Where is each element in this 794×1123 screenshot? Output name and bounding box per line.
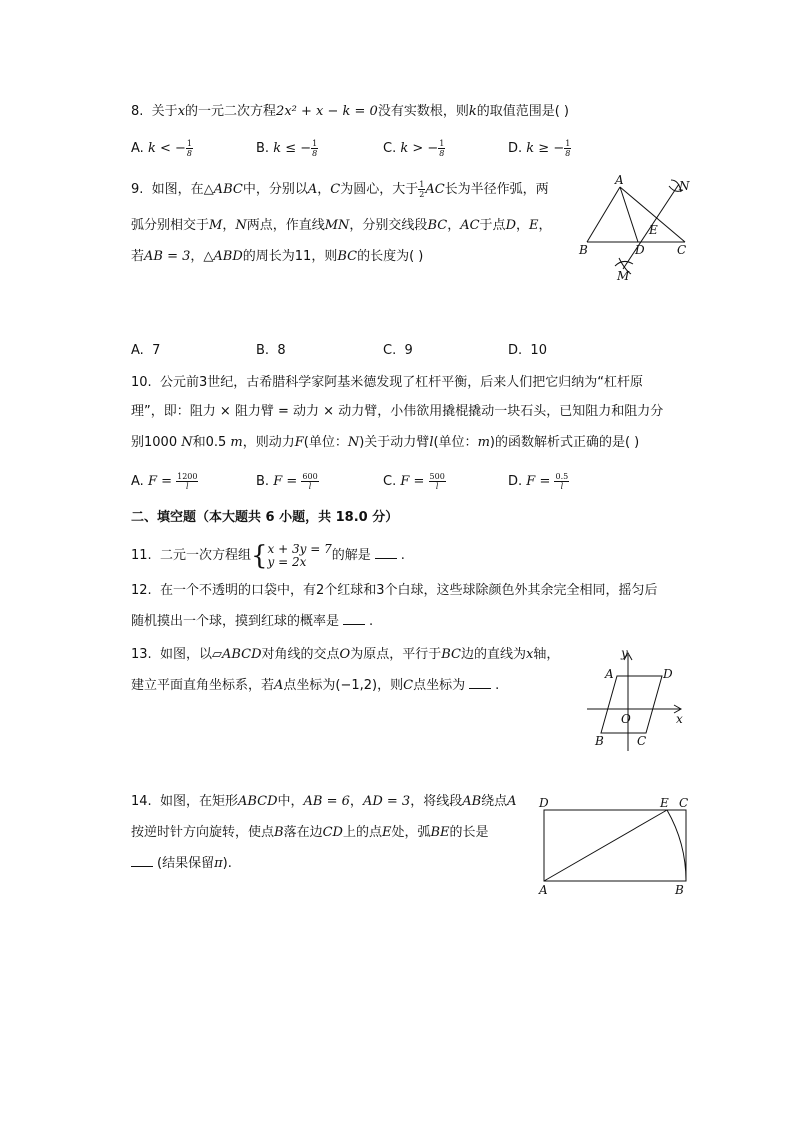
q14-label-e: E (660, 796, 669, 810)
q14-line-2: 按逆时针方向旋转，使点B落在边CD上的点E处，弧BE的长是 (131, 825, 489, 840)
q9-segment-ab (587, 187, 620, 242)
q14-label-a: A (539, 883, 548, 897)
q9-label-b: B (579, 243, 588, 257)
q8-option-c[interactable]: C. k > − $\frac{1}{8}$ (383, 139, 445, 158)
q11-answer-blank[interactable] (375, 546, 397, 559)
q13-label-d: D (663, 667, 673, 681)
q10-line-2: 理”，即：阻力 × 阻力臂 = 动力 × 动力臂，小伟欲用撬棍撬动一块石头，已知阻力和阻力分 (131, 404, 664, 419)
q14-label-b: B (675, 883, 684, 897)
q14-line-1: 14. 如图，在矩形ABCD中，AB = 6，AD = 3，将线段AB绕点A (131, 794, 517, 809)
q10-option-b[interactable]: B. F = $\frac{600}{l}$ (256, 472, 318, 491)
q9-label-a: A (615, 173, 624, 187)
q8-option-b[interactable]: B. k ≤ − $\frac{1}{8}$ (256, 139, 318, 158)
q13-label-x: x (676, 712, 683, 726)
q14-arc-be (667, 810, 686, 881)
q14-label-d: D (539, 796, 549, 810)
q11-brace: { (250, 540, 268, 571)
q11-stem: 11. 二元一次方程组{ x + 3y = 7 y = 2x 的解是 . (131, 540, 405, 571)
q14-figure-rectangle (533, 792, 698, 897)
q9-label-c: C (677, 243, 687, 257)
q9-line-3: 若AB = 3，△ABD的周长为11，则BC的长度为( ) (131, 249, 424, 264)
q13-parallelogram-abcd (601, 676, 662, 733)
q14-label-c: C (679, 796, 689, 810)
q9-option-c[interactable]: C. 9 (383, 343, 413, 358)
q13-line-1: 13. 如图，以▱ABCD对角线的交点O为原点，平行于BC边的直线为x轴， (131, 647, 560, 662)
q10-option-a[interactable]: A. F = $\frac{1200}{l}$ (131, 472, 198, 491)
q9-line-1: 9. 如图，在△ABC中，分别以A，C为圆心，大于 $\frac{1}{2}$ AC长为半径作弧，两 (131, 180, 549, 199)
q10-line-3: 别1000 N和0.5 m，则动力F(单位：N)关于动力臂l(单位：m)的函数解析式正确的是( ) (131, 435, 640, 450)
q9-label-m: M (617, 269, 630, 283)
q12-answer-blank[interactable] (343, 612, 365, 625)
q14-rectangle-abcd (544, 810, 686, 881)
q13-label-y: y (621, 646, 628, 660)
q8-stem: 8. 关于x的一元二次方程2x² + x − k = 0没有实数根，则k的取值范围是( ) (131, 104, 569, 119)
q13-label-a: A (605, 667, 614, 681)
q13-label-b: B (595, 734, 604, 748)
q13-label-o: O (621, 712, 631, 726)
q9-arc-m1 (615, 261, 633, 266)
q9-option-b[interactable]: B. 8 (256, 343, 286, 358)
q13-line-2: 建立平面直角坐标系，若A点坐标为(−1,2)，则C点坐标为 . (131, 678, 500, 693)
q13-figure-parallelogram (583, 643, 693, 755)
q11-equation-system: x + 3y = 7 y = 2x (267, 541, 332, 569)
q14-answer-blank[interactable] (131, 854, 153, 867)
q9-option-d[interactable]: D. 10 (508, 343, 547, 358)
section-fill-in-title: 二、填空题（本大题共 6 小题，共 18.0 分） (131, 510, 399, 525)
q12-line-1: 12. 在一个不透明的口袋中，有2个红球和3个白球，这些球除颜色外其余完全相同，摇匀后 (131, 583, 658, 598)
q10-option-d[interactable]: D. F = $\frac{0.5}{l}$ (508, 472, 569, 491)
q9-option-a[interactable]: A. 7 (131, 343, 161, 358)
q9-label-d: D (635, 243, 645, 257)
q9-figure-triangle (575, 172, 700, 287)
q8-option-a[interactable]: A. k < − $\frac{1}{8}$ (131, 139, 192, 158)
q13-answer-blank[interactable] (469, 676, 491, 689)
q8-option-d[interactable]: D. k ≥ − $\frac{1}{8}$ (508, 139, 571, 158)
q13-label-c: C (637, 734, 647, 748)
q9-label-n: N (679, 179, 690, 193)
q14-line-3: (结果保留π). (131, 854, 232, 874)
q10-line-1: 10. 公元前3世纪，古希腊科学家阿基米德发现了杠杆平衡，后来人们把它归纳为“杠杆原 (131, 375, 643, 390)
q12-line-2: 随机摸出一个球，摸到红球的概率是 . (131, 614, 374, 629)
q14-segment-ae (544, 810, 667, 881)
q9-label-e: E (649, 223, 658, 237)
q9-line-2: 弧分别相交于M，N两点，作直线MN，分别交线段BC，AC于点D，E， (131, 218, 552, 233)
q10-option-c[interactable]: C. F = $\frac{500}{l}$ (383, 472, 445, 491)
